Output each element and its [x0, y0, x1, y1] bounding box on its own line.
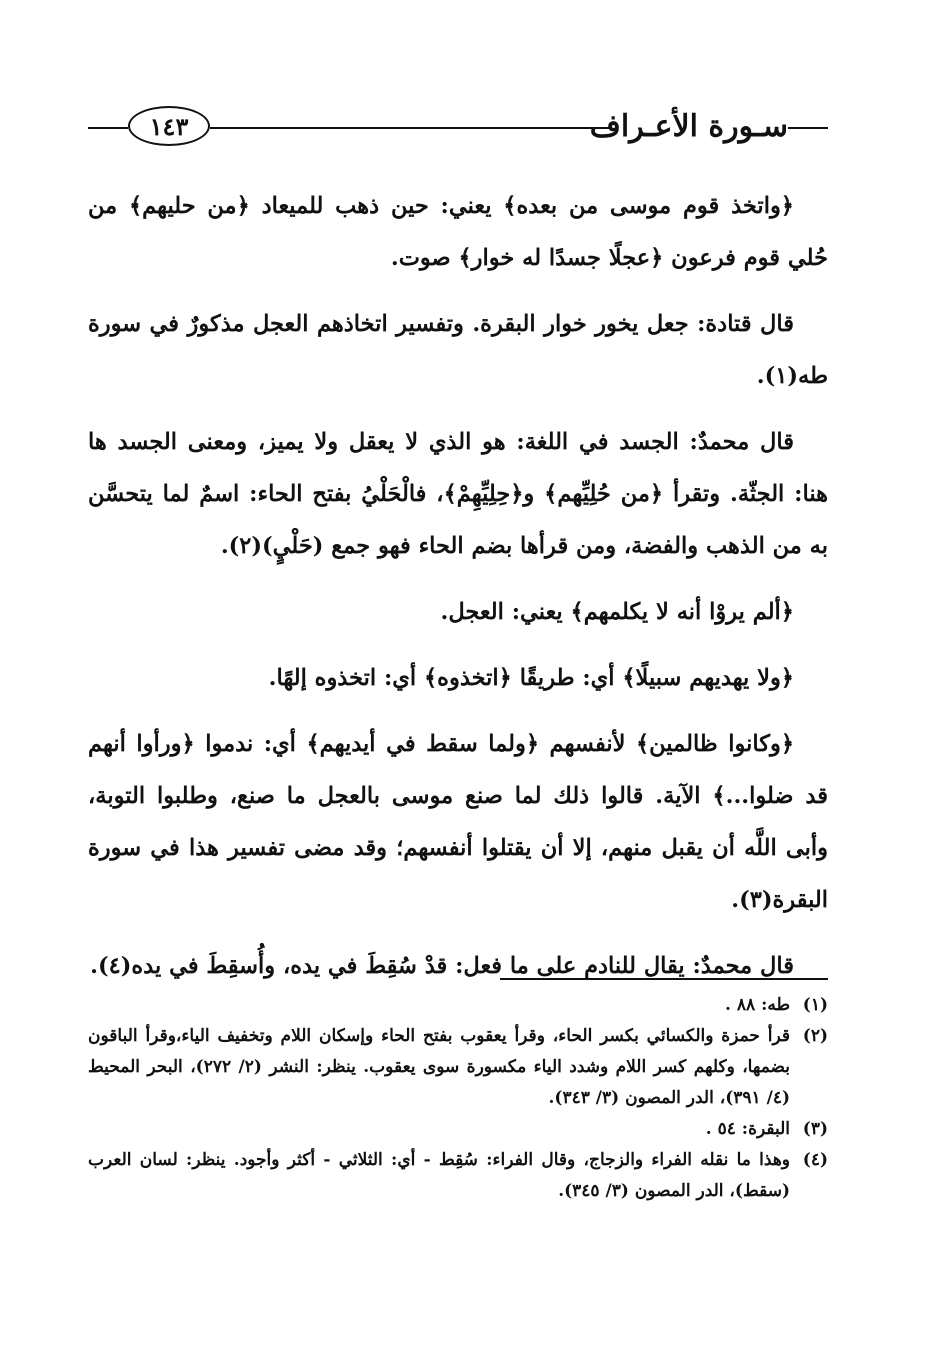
paragraph: قال محمدٌ: الجسد في اللغة: هو الذي لا يعقل ولا يميز، ومعنى الجسد ها هنا: الجثّة. وتقرأ ﴿من حُلِيِّهم﴾ و﴿حِلِيِّهِمْ﴾، فالْحَلْيُ بفتح الحاء: اسمٌ لما يتحسَّن به من الذهب والفضة، ومن قرأها بضم الحاء فهو جمع (حَلْيٍ)(٢). — [88, 429, 828, 559]
header-rule-middle — [210, 127, 610, 129]
footnote-text: البقرة: ٥٤ . — [705, 1119, 790, 1139]
header-rule-left — [88, 127, 128, 129]
footnote-number: (٢) — [802, 1026, 828, 1046]
footnote — [88, 990, 828, 1021]
paragraph: ﴿ألم يروْا أنه لا يكلمهم﴾ يعني: العجل. — [440, 599, 794, 625]
footnote-text: قرأ حمزة والكسائي بكسر الحاء، وقرأ يعقوب بفتح الحاء وإسكان اللام وتخفيف الياء،وقرأ الباقون بضمها، وكلهم كسر اللام وشدد الياء مكسورة سوى يعقوب. ينظر: النشر (٢/ ٢٧٢)، البحر المحيط (٤/ ٣٩١)، الدر المصون (٣/ ٣٤٣). — [88, 1026, 790, 1108]
footnote-text: وهذا ما نقله الفراء والزجاج، وقال الفراء: سُقِط - أي: الثلاثي - أكثر وأجود. ينظر: لسان العرب (سقط)، الدر المصون (٣/ ٣٤٥). — [88, 1150, 790, 1201]
footnote — [88, 1021, 828, 1114]
page-number-badge: ١٤٣ — [128, 106, 210, 146]
paragraph: ﴿واتخذ قوم موسى من بعده﴾ يعني: حين ذهب للميعاد ﴿من حليهم﴾ من حُلي قوم فرعون ﴿عجلًا جسدًا له خوار﴾ صوت. — [88, 193, 828, 271]
header-rule-right — [788, 127, 828, 129]
footnote-number: (٤) — [802, 1150, 828, 1170]
paragraph: قال قتادة: جعل يخور خوار البقرة. وتفسير اتخاذهم العجل مذكورٌ في سورة طه(١). — [88, 311, 828, 389]
footnote-separator — [500, 978, 828, 980]
sura-title: سـورة الأعـراف — [589, 109, 788, 144]
paragraph: ﴿وكانوا ظالمين﴾ لأنفسهم ﴿ولما سقط في أيديهم﴾ أي: ندموا ﴿ورأوا أنهم قد ضلوا...﴾ الآية. قالوا ذلك لما صنع موسى بالعجل ما صنع، وطلبوا التوبة، وأبى اللَّه أن يقبل منهم، إلا أن يقتلوا أنفسهم؛ وقد مضى تفسير هذا في سورة البقرة(٣). — [88, 731, 828, 913]
paragraph: قال محمدٌ: يقال للنادم على ما فعل: قدْ سُقِطَ في يده، وأُسقِطَ في يده(٤). — [90, 953, 794, 979]
footnotes — [88, 990, 828, 1207]
footnote — [88, 1145, 828, 1207]
footnote-number: (٣) — [802, 1119, 828, 1139]
footnote — [88, 1114, 828, 1145]
main-text — [88, 180, 828, 1006]
footnote-number: (١) — [802, 995, 828, 1015]
footnote-text: طه: ٨٨ . — [725, 995, 790, 1015]
page-header — [88, 98, 828, 156]
paragraph: ﴿ولا يهديهم سبيلًا﴾ أي: طريقًا ﴿اتخذوه﴾ أي: اتخذوه إلهًا. — [268, 665, 794, 691]
